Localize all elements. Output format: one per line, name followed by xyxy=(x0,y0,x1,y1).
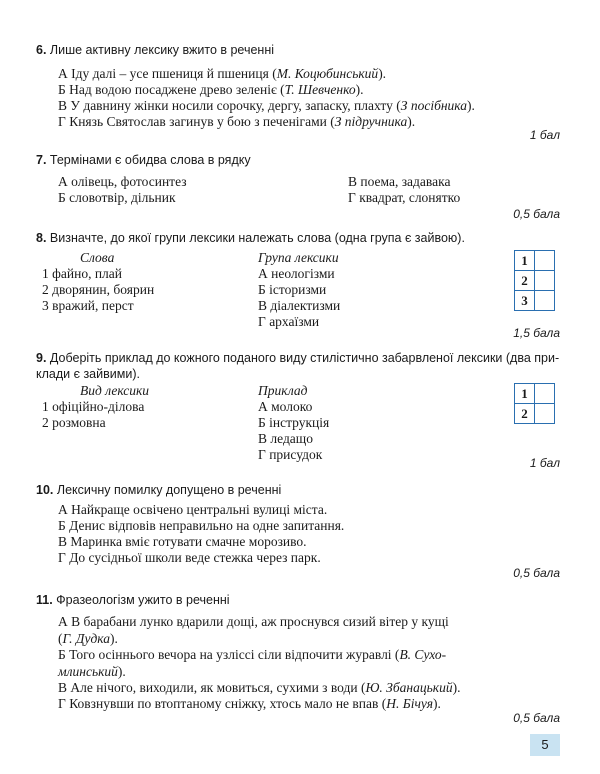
q9-right-a: А молоко xyxy=(258,399,313,414)
q8-grid-cell[interactable] xyxy=(535,271,555,291)
q9-left-2: 2 розмовна xyxy=(42,415,106,430)
q8-answer-grid xyxy=(514,250,555,311)
q8-right-a: А неологізми xyxy=(258,266,335,281)
q11-option-g[interactable]: Г Ковзнувши по втоптаному сніжку, хтось мало не впав (Н. Бічуя). xyxy=(58,696,441,711)
q9-left-header: Вид лексики xyxy=(80,383,150,398)
q8-score: 1,5 бала xyxy=(513,326,560,340)
q8-left-3: 3 вражий, перст xyxy=(42,298,134,313)
q9-score: 1 бал xyxy=(529,456,560,470)
question-8-prompt: 8. Визначте, до якої групи лексики належать слова (одна група є зайвою). xyxy=(36,231,465,245)
q8-right-header: Група лексики xyxy=(258,250,339,265)
q9-right-b: Б інструкція xyxy=(258,415,330,430)
q9-right-g: Г присудок xyxy=(258,447,323,462)
q7-score: 0,5 бала xyxy=(513,207,560,221)
q7-option-v[interactable]: В поема, задавака xyxy=(348,174,451,189)
question-6 xyxy=(36,42,566,142)
q8-left-2: 2 дворянин, боярин xyxy=(42,282,155,297)
question-7 xyxy=(36,152,566,222)
q8-right-v: В діалектизми xyxy=(258,298,341,313)
q9-grid-cell[interactable] xyxy=(535,384,555,404)
question-10 xyxy=(36,482,566,582)
q7-option-g[interactable]: Г квадрат, слонятко xyxy=(348,190,461,205)
q8-grid-cell[interactable] xyxy=(535,251,555,271)
q6-option-g[interactable]: Г Князь Святослав загинув у бою з печенігами (З підручника). xyxy=(58,114,416,129)
q8-right-b: Б історизми xyxy=(258,282,327,297)
q10-option-b[interactable]: Б Денис відповів неправильно на одне запитання. xyxy=(58,518,345,533)
question-8 xyxy=(36,230,566,345)
question-9 xyxy=(36,350,566,475)
page-number: 5 xyxy=(530,734,560,756)
q11-option-a[interactable]: А В барабани лунко вдарили дощі, аж проснувся сизий вітер у кущі (Г. Дудка). xyxy=(58,614,449,646)
q8-grid-row-label: 3 xyxy=(515,291,535,311)
q8-right-g: Г архаїзми xyxy=(258,314,320,329)
question-11-prompt: 11. Фразеологізм ужито в реченні xyxy=(36,593,230,607)
q8-grid-cell[interactable] xyxy=(535,291,555,311)
q8-left-header: Слова xyxy=(80,250,115,265)
q9-grid-cell[interactable] xyxy=(535,404,555,424)
question-11 xyxy=(36,592,566,724)
q6-option-b[interactable]: Б Над водою посаджене древо зеленіє (Т. Шевченко). xyxy=(58,82,364,97)
q9-right-header: Приклад xyxy=(258,383,308,398)
q11-option-b[interactable]: Б Того осіннього вечора на узліссі сіли відпочити журавлі (В. Сухо- млинський). xyxy=(58,647,447,679)
q10-score: 0,5 бала xyxy=(513,566,560,580)
q6-option-a[interactable]: А Іду далі – усе пшениця й пшениця (М. Коцюбинський). xyxy=(58,66,387,81)
q6-option-v[interactable]: В У давнину жінки носили сорочку, дергу, запаску, плахту (З посібника). xyxy=(58,98,475,113)
q8-left-1: 1 файно, плай xyxy=(42,266,122,281)
q10-option-g[interactable]: Г До сусідньої школи веде стежка через парк. xyxy=(58,550,321,565)
q6-score: 1 бал xyxy=(529,128,560,142)
q7-option-a[interactable]: А олівець, фотосинтез xyxy=(58,174,187,189)
q11-score: 0,5 бала xyxy=(513,711,560,725)
q9-grid-row-label: 1 xyxy=(515,384,535,404)
q9-right-v: В ледащо xyxy=(258,431,313,446)
question-10-prompt: 10. Лексичну помилку допущено в реченні xyxy=(36,483,282,497)
q11-option-v[interactable]: В Але нічого, виходили, як мовиться, сухими з води (Ю. Збанацький). xyxy=(58,680,461,695)
q7-option-b[interactable]: Б словотвір, дільник xyxy=(58,190,176,205)
q8-grid-row-label: 1 xyxy=(515,251,535,271)
question-6-prompt: 6. Лише активну лексику вжито в реченні xyxy=(36,43,275,57)
q9-answer-grid xyxy=(514,383,555,424)
q9-grid-row-label: 2 xyxy=(515,404,535,424)
question-9-prompt: 9. Доберіть приклад до кожного поданого виду стилістично забарвленої лексики (два при- клади є зайвими). xyxy=(36,351,560,381)
q8-grid-row-label: 2 xyxy=(515,271,535,291)
question-7-prompt: 7. Термінами є обидва слова в рядку xyxy=(36,153,251,167)
q10-option-v[interactable]: В Маринка вміє готувати смачне морозиво. xyxy=(58,534,307,549)
q9-left-1: 1 офіційно-ділова xyxy=(42,399,145,414)
q10-option-a[interactable]: А Найкраще освічено центральні вулиці міста. xyxy=(58,502,328,517)
